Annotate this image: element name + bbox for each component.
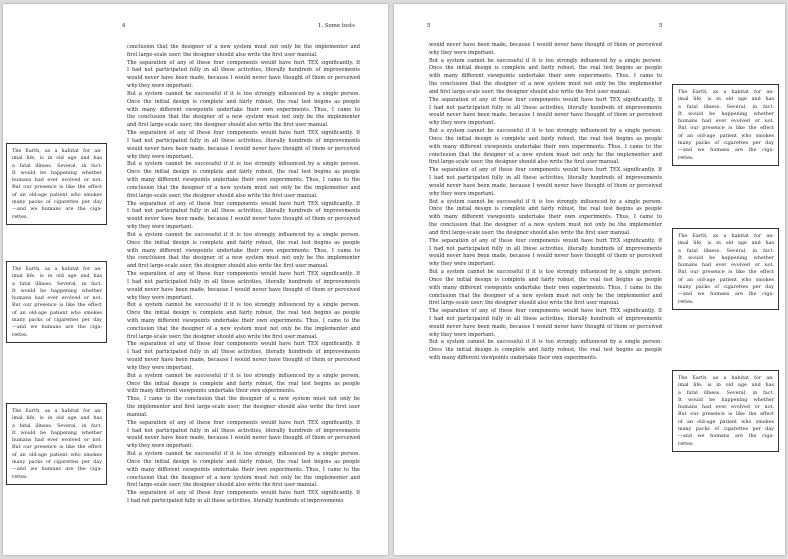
text-line: The separation of any of these four components would have hurt TEX significantly. If <box>127 419 360 426</box>
note-line: But our presence is like the effect <box>678 125 774 132</box>
text-line: why they were important. <box>127 83 194 90</box>
note-line: But our presence is like the effect <box>12 444 102 451</box>
note-line: imal life, is in old age and has <box>678 240 774 247</box>
text-line: why they were important. <box>429 49 496 56</box>
text-line: manual. <box>127 411 148 418</box>
text-line: The separation of any of these four components would have hurt TEX significantly. If <box>127 490 360 497</box>
note-line: of an old-age patient who smokes <box>678 418 774 425</box>
note-line: The Earth, as a habitat for an- <box>678 89 774 95</box>
text-line: and first large-scale user; the designer should also write the first user manual. <box>429 88 631 95</box>
note-line: of an old-age patient who smokes <box>12 191 102 198</box>
note-line: rettes. <box>678 154 694 161</box>
note-line: many packs of cigarettes per day <box>678 426 774 433</box>
note-line: imal life, is in old age and has <box>12 273 102 280</box>
note-line: of an old-age patient who smokes <box>12 309 102 316</box>
text-line: would never have been made, because I would never have thought of them or perceived <box>429 182 662 189</box>
text-line: and first large-scale user; the designer should also write the first user manual. <box>127 263 329 270</box>
text-line: But a system cannot be successful if it is too strongly influenced by a single person. <box>127 231 360 238</box>
margin-note <box>672 84 779 166</box>
note-line: It would be happening whether <box>12 169 102 176</box>
text-line: the conclusion that the designer of a new system must not only be the implementer <box>127 255 360 262</box>
text-line: The separation of any of these four components would have hurt TEX significantly. If <box>429 96 662 103</box>
margin-note <box>6 143 107 225</box>
note-line: many packs of cigarettes per day <box>678 140 774 147</box>
text-line: why they were important. <box>429 120 496 127</box>
text-line: why they were important. <box>127 224 194 231</box>
text-line: conclusion that the designer of a new system must not only be the implementer and <box>127 325 360 332</box>
note-line: humans had ever evolved or not. <box>12 177 102 184</box>
page-number: 5 <box>427 23 431 29</box>
note-line: humans had ever evolved or not. <box>12 437 102 444</box>
text-line: with many different viewpoints undertake their own experiments. Thus, I came to <box>127 106 360 113</box>
right-page <box>394 4 785 555</box>
running-head: 5 <box>659 23 663 29</box>
note-line: many packs of cigarettes per day <box>12 459 102 466</box>
note-line: rettes. <box>12 331 28 338</box>
body-text <box>127 44 360 506</box>
text-line: why they were important. <box>127 443 194 450</box>
note-line: rettes. <box>678 298 694 305</box>
text-line: I had not participated fully in all these activities, literally hundreds of improvements <box>429 315 662 322</box>
text-line: would never have been made, because I would never have thought of them or perceived <box>127 145 360 152</box>
text-line: the conclusion that the designer of a new system must not only be the implementer <box>429 222 662 229</box>
text-line: why they were important. <box>127 294 194 301</box>
note-line: The Earth, as a habitat for an- <box>12 148 102 154</box>
text-line: Once the initial design is complete and fairly robust, the real test begins as people <box>429 206 662 213</box>
text-line: and first large-scale user; the designer should also write the first user manual. <box>127 122 329 129</box>
note-line: It would be happening whether <box>678 396 774 403</box>
text-line: the conclusion that the designer of a new system must not only be the implementer <box>127 114 360 121</box>
text-line: Thus, I came to the conclusion that the designer of a new system must not only be <box>127 396 360 403</box>
text-line: Once the initial design is complete and fairly robust, the real test begins as people <box>127 98 360 105</box>
text-line: Once the initial design is complete and fairly robust, the real test begins as people <box>429 347 662 354</box>
text-line: would never have been made, because I would never have thought of them or perceived <box>127 75 360 82</box>
text-line: But a system cannot be successful if it is too strongly influenced by a single person. <box>127 372 360 379</box>
text-line: conclusion that the designer of a new system must not only be the implementer and <box>429 151 662 158</box>
note-line: of an old-age patient who smokes <box>678 132 774 139</box>
note-line: It would be happening whether <box>12 287 102 294</box>
text-line: first large-scale user; the designer should also write the first user manual. <box>127 192 318 199</box>
text-line: with many different viewpoints undertake their own experiments. Thus, I came to the <box>127 317 360 324</box>
text-line: with many different viewpoints undertake their own experiments. Thus, I came to the <box>127 177 360 184</box>
note-line: humans had ever evolved or not. <box>678 262 774 269</box>
note-line: a fatal illness. Several, in fact. <box>12 422 102 429</box>
text-line: Once the initial design is complete and fairly robust, the real test begins as people <box>127 458 360 465</box>
note-line: many packs of cigarettes per day <box>678 284 774 291</box>
text-line: But a system cannot be successful if it is too strongly influenced by a single person. <box>429 57 662 64</box>
margin-note <box>6 261 107 343</box>
text-line: I had not participated fully in all these activities, literally hundreds of improvements <box>127 137 360 144</box>
text-line: Once the initial design is complete and fairly robust, the real test begins as people <box>127 380 360 387</box>
text-line: first large-scale user; the designer should also write the first user manual. <box>429 159 620 166</box>
note-line: It would be happening whether <box>678 254 774 261</box>
text-line: Once the initial design is complete and fairly robust, the real test begins as people <box>429 135 662 142</box>
text-line: why they were important. <box>127 364 194 371</box>
text-line: But a system cannot be successful if it is too strongly influenced by a single person. <box>429 198 662 205</box>
text-line: would never have been made, because I would never have thought of them or perceived <box>127 435 360 442</box>
note-line: —and we humans are the ciga- <box>12 206 102 213</box>
note-line: It would be happening whether <box>678 110 774 117</box>
note-line: The Earth, as a habitat for an- <box>12 266 102 272</box>
note-line: of an old-age patient who smokes <box>678 276 774 283</box>
text-line: I had not participated fully in all these activities, literally hundreds of improvements <box>429 245 662 252</box>
text-line: why they were important. <box>429 331 496 338</box>
note-line: It would be happening whether <box>12 429 102 436</box>
note-line: —and we humans are the ciga- <box>678 291 774 298</box>
text-line: But a system cannot be successful if it is too strongly influenced by a single person. <box>429 269 662 276</box>
text-line: and first large-scale user; the designer should also write the first user manual. <box>429 229 631 236</box>
note-line: rettes. <box>12 473 28 480</box>
note-line: a fatal illness. Several, in fact. <box>12 280 102 287</box>
text-line: Once the initial design is complete and fairly robust, the real test begins as people <box>127 239 360 246</box>
text-line: would never have been made, because I would never have thought of them or perceived <box>429 112 662 119</box>
margin-note <box>6 403 107 485</box>
text-line: I had not participated fully in all these activities, literally hundreds of improvements <box>127 208 360 215</box>
margin-note <box>672 228 779 310</box>
note-line: a fatal illness. Several, in fact. <box>678 247 774 254</box>
text-line: The separation of any of these four components would have hurt TEX significantly. If <box>127 341 360 348</box>
text-line: The separation of any of these four components would have hurt TEX significantly. If <box>127 130 360 137</box>
text-line: The separation of any of these four components would have hurt TEX significantly. If <box>127 200 360 207</box>
text-line: first large-scale user; the designer should also write the first user manual. <box>127 51 318 58</box>
note-line: imal life, is in old age and has <box>678 96 774 103</box>
note-line: But our presence is like the effect <box>678 269 774 276</box>
left-page <box>3 4 388 555</box>
text-line: would never have been made, because I would never have thought of them or perceived <box>127 216 360 223</box>
text-line: why they were important. <box>429 261 496 268</box>
text-line: The separation of any of these four components would have hurt TEX significantly. If <box>429 308 662 315</box>
note-line: humans had ever evolved or not. <box>678 118 774 125</box>
note-line: many packs of cigarettes per day <box>12 317 102 324</box>
note-line: —and we humans are the ciga- <box>678 433 774 440</box>
page-number: 4 <box>122 23 126 29</box>
text-line: But a system cannot be successful if it is too strongly influenced by a single person. <box>127 451 360 458</box>
note-line: many packs of cigarettes per day <box>12 199 102 206</box>
margin-note <box>672 370 779 452</box>
note-line: The Earth, as a habitat for an- <box>678 233 774 239</box>
text-line: I had not participated fully in all these activities, literally hundreds of improvements <box>127 67 360 74</box>
text-line: But a system cannot be successful if it is too strongly influenced by a single person. <box>127 90 360 97</box>
text-line: Once the initial design is complete and fairly robust, the real test begins as people <box>429 65 662 72</box>
note-line: rettes. <box>678 440 694 447</box>
text-line: But a system cannot be successful if it is too strongly influenced by a single person. <box>127 161 360 168</box>
text-line: first large-scale user; the designer should also write the first user manual. <box>127 333 318 340</box>
text-line: with many different viewpoints undertake their own experiments. <box>127 388 296 395</box>
note-line: imal life, is in old age and has <box>12 155 102 162</box>
text-line: first large-scale user; the designer should also write the first user manual. <box>429 300 620 307</box>
text-line: I had not participated fully in all these activities, literally hundreds of improvements <box>127 498 344 505</box>
text-line: The separation of any of these four components would have hurt TEX significantly. If <box>127 59 360 66</box>
text-line: would never have been made, because I would never have thought of them or perceived <box>127 286 360 293</box>
note-line: a fatal illness. Several, in fact. <box>12 162 102 169</box>
text-line: The separation of any of these four components would have hurt TEX significantly. If <box>127 271 360 278</box>
note-line: But our presence is like the effect <box>12 184 102 191</box>
text-line: I had not participated fully in all these activities, literally hundreds of improvements <box>127 349 360 356</box>
text-line: would never have been made, because I would never have thought of them or perceived <box>429 42 662 48</box>
note-line: a fatal illness. Several, in fact. <box>678 389 774 396</box>
text-line: would never have been made, because I would never have thought of them or perceived <box>127 357 360 364</box>
text-line: conclusion that the designer of a new system must not only be the implementer and <box>127 44 360 50</box>
text-line: the implementer and first large-scale user; the designer should also write the first user <box>127 404 360 411</box>
text-line: with many different viewpoints undertake their own experiments. Thus, I came to <box>429 214 662 221</box>
note-line: humans had ever evolved or not. <box>678 404 774 411</box>
text-line: Once the initial design is complete and fairly robust, the real test begins as people <box>429 276 662 283</box>
text-line: But a system cannot be successful if it is too strongly influenced by a single person. <box>429 128 662 135</box>
note-line: imal life, is in old age and has <box>12 415 102 422</box>
text-line: Once the initial design is complete and fairly robust, the real test begins as people <box>127 169 360 176</box>
note-line: The Earth, as a habitat for an- <box>678 375 774 381</box>
text-line: I had not participated fully in all these activities, literally hundreds of improvements <box>429 104 662 111</box>
text-line: would never have been made, because I would never have thought of them or perceived <box>429 253 662 260</box>
note-line: humans had ever evolved or not. <box>12 295 102 302</box>
note-line: —and we humans are the ciga- <box>12 466 102 473</box>
text-line: I had not participated fully in all these activities, literally hundreds of improvements <box>127 278 360 285</box>
note-line: But our presence is like the effect <box>678 411 774 418</box>
running-head: 1. Some tests <box>318 23 355 29</box>
note-line: —and we humans are the ciga- <box>12 324 102 331</box>
text-line: But a system cannot be successful if it is too strongly influenced by a single person. <box>429 339 662 346</box>
note-line: a fatal illness. Several, in fact. <box>678 103 774 110</box>
text-line: The separation of any of these four components would have hurt TEX significantly. If <box>429 167 662 174</box>
text-line: with many different viewpoints undertake their own experiments. Thus, I came to the <box>429 143 662 150</box>
text-line: with many different viewpoints undertake their own experiments. Thus, I came to <box>429 73 662 80</box>
text-line: conclusion that the designer of a new system must not only be the implementer and <box>127 184 360 191</box>
text-line: conclusion that the designer of a new system must not only be the implementer and <box>429 292 662 299</box>
text-line: first large-scale user; the designer should also write the first user manual. <box>127 482 318 489</box>
note-line: But our presence is like the effect <box>12 302 102 309</box>
text-line: the conclusion that the designer of a new system must not only be the implementer <box>429 81 662 88</box>
note-line: rettes. <box>12 213 28 220</box>
note-line: imal life, is in old age and has <box>678 382 774 389</box>
text-line: would never have been made, because I would never have thought of them or perceived <box>429 323 662 330</box>
text-line: with many different viewpoints undertake their own experiments. Thus, I came to <box>127 247 360 254</box>
note-line: The Earth, as a habitat for an- <box>12 408 102 414</box>
text-line: The separation of any of these four components would have hurt TEX significantly. If <box>429 237 662 244</box>
text-line: conclusion that the designer of a new system must not only be the implementer and <box>127 474 360 481</box>
text-line: why they were important. <box>429 190 496 197</box>
text-line: with many different viewpoints undertake their own experiments. <box>429 355 598 362</box>
text-line: with many different viewpoints undertake their own experiments. Thus, I came to the <box>429 284 662 291</box>
text-line: But a system cannot be successful if it is too strongly influenced by a single person. <box>127 302 360 309</box>
text-line: Once the initial design is complete and fairly robust, the real test begins as people <box>127 310 360 317</box>
text-line: I had not participated fully in all these activities, literally hundreds of improvements <box>127 427 360 434</box>
text-line: why they were important. <box>127 153 194 160</box>
text-line: I had not participated fully in all these activities, literally hundreds of improvements <box>429 175 662 182</box>
body-text <box>429 42 662 363</box>
note-line: —and we humans are the ciga- <box>678 147 774 154</box>
note-line: of an old-age patient who smokes <box>12 451 102 458</box>
text-line: with many different viewpoints undertake their own experiments. Thus, I came to the <box>127 466 360 473</box>
